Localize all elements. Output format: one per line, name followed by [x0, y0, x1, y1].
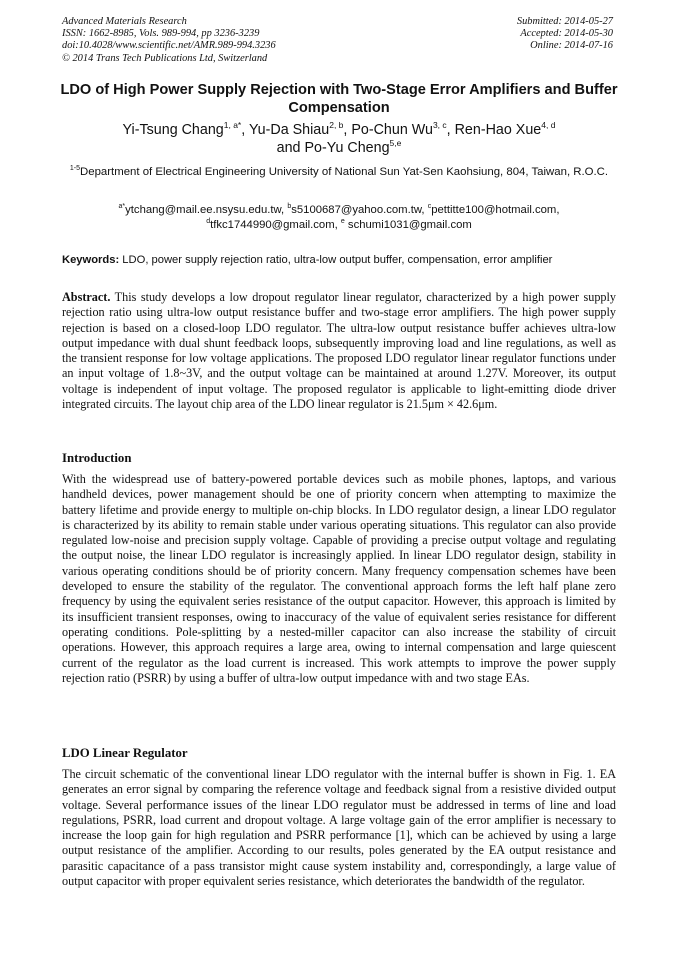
journal-header-right	[517, 16, 613, 53]
copyright-line: © 2014 Trans Tech Publications Ltd, Switzerland	[62, 52, 268, 64]
journal-name: Advanced Materials Research	[62, 16, 187, 27]
keywords-text: LDO, power supply rejection ratio, ultra-low output buffer, compensation, error amplifier	[119, 254, 553, 266]
email-address: s5100687@yahoo.com.tw	[291, 204, 422, 216]
email-address: pettitte100@hotmail.com	[431, 204, 557, 216]
author-name: Yu-Da Shiau	[248, 122, 330, 138]
ldo-section-text: The circuit schematic of the conventional linear LDO regulator with the internal buffer is shown in Fig. 1. EA generates an error signal by comparing the reference voltage and feedback signal from a resistive divided output voltage. Several performance issues of the linear LDO regulator must be addressed in terms of line and load regulations, PSRR, load current and dropout voltage. A large voltage gain of the error amplifier is necessary to increase the loop gain for high regulation and PSRR performance [1], which can be achieved by using a large output resistance of the amplifier. According to our results, poles generated by the EA output resistance and parasitic capacitance of a pass transistor might cause system instability and, correspondingly, a large value of output capacitor with proper equivalent series resistance, which deteriorates the bandwidth of the regulator.	[62, 767, 616, 889]
author-affiliation-sup: 4, d	[541, 120, 556, 131]
author-affiliation-sup: 1, a*	[223, 120, 242, 131]
journal-header-left	[62, 16, 276, 65]
keywords	[62, 253, 622, 267]
issn-line: ISSN: 1662-8985, Vols. 989-994, pp 3236-3239	[62, 28, 260, 40]
doi-line: doi:10.4028/www.scientific.net/AMR.989-994.3236	[62, 40, 276, 52]
author-affiliation-sup: 2, b	[329, 120, 344, 131]
affiliation	[50, 165, 628, 180]
email-address: ytchang@mail.ee.nsysu.edu.tw	[125, 204, 282, 216]
author-name: Ren-Hao Xue	[454, 122, 542, 138]
abstract-label: Abstract.	[62, 290, 111, 304]
author-name: Po-Chun Wu	[351, 122, 433, 138]
author-affiliation-sup: 3, c	[432, 120, 447, 131]
online-date: Online: 2014-07-16	[530, 40, 613, 52]
introduction-text: With the widespread use of battery-powered portable devices such as mobile phones, laptops, and various handheld devices, power management should be one of priority concern when attempting to maximize the battery lifetime and provide energy to multiple on-chip blocks. In LDO regulator design, a linear LDO regulator is characterized by its ability to remain stable under various operating situations. This regulator can also provide regulated low-noise and precision supply voltage. Capable of providing a precise output voltage and regulating the output noise, the linear LDO regulator is increasingly applied. In linear LDO regulator design, stability in various operating conditions should be of priority concern. Many frequency compensation schemes have been developed to ensure the stability of the regulator. The conventional approach forms the left half plane zero frequency by using the equivalent series resistance of the output capacitor. However, this approach is limited by its insufficient transient responses, owing to inaccuracy of the value of equivalent series resistance for different operating conditions. Pole-splitting by a nested-miller capacitor can also increase the stability of circuit operations. However, this approach requires a large area, owing to internal compensation and large quiescent current of the regulator as the load current is increased. This work attempts to improve the power supply rejection ratio (PSRR) by using a buffer of ultra-low output impedance with and two stage EAs.	[62, 472, 616, 685]
author-conjunction: and	[276, 140, 301, 156]
author-name: Po-Yu Cheng	[304, 140, 390, 156]
ldo-section-heading: LDO Linear Regulator	[62, 746, 188, 760]
affiliation-sup: 1-5	[69, 165, 81, 173]
email-list: $^{a*}$ytchang@mail.ee.nsysu.edu.tw, $^b$s5100687@yahoo.com.tw, $^c$pettitte100@hotmail.com, $^d$tfkc1744990@gmail.com, $^e$ schumi1031@gmail.com	[118, 203, 560, 231]
submitted-date: Submitted: 2014-05-27	[516, 16, 613, 27]
keywords-label: Keywords:	[62, 254, 120, 266]
email-address: schumi1031@gmail.com	[344, 219, 472, 231]
author-name: Yi-Tsung Chang	[122, 122, 224, 138]
accepted-date: Accepted: 2014-05-30	[520, 28, 613, 40]
email-address: tfkc1744990@gmail.com	[210, 219, 335, 231]
abstract	[62, 290, 616, 412]
author-affiliation-sup: 5,e	[389, 138, 402, 149]
author-list: Yi-Tsung Chang$^{1, a*}$, Yu-Da Shiau$^{2, b}$, Po-Chun Wu$^{3, c}$, Ren-Hao Xue$^{4, d}$ and Po-Yu Cheng$^{5,e}$	[122, 120, 556, 156]
affiliation-text: Department of Electrical Engineering University of National Sun Yat-Sen Kaohsiung, 804, Taiwan, R.O.C.	[80, 166, 609, 178]
introduction-heading: Introduction	[62, 451, 132, 465]
paper-title: LDO of High Power Supply Rejection with Two-Stage Error Amplifiers and Buffer Compensation	[60, 82, 618, 116]
abstract-text: This study develops a low dropout regulator linear regulator, characterized by a high power supply rejection ratio using ultra-low output resistance buffer and two-stage error amplifiers. The high power supply rejection is based on a closed-loop LDO regulator. The ultra-low output resistance buffer achieves ultra-low output impedance with dual shunt feedback loops, subsequently improving load and line regulations, as well as the transient response for low voltage applications. The proposed LDO regulator linear regulator functions under an input voltage of 1.8~3V, and the output voltage can be maintained at around 1.27V. Moreover, its output voltage is independent of input voltage. The proposed regulator is applicable to light-emitting diode driver integrated circuits. The layout chip area of the LDO linear regulator is 21.5μm × 42.6μm.	[62, 290, 616, 412]
